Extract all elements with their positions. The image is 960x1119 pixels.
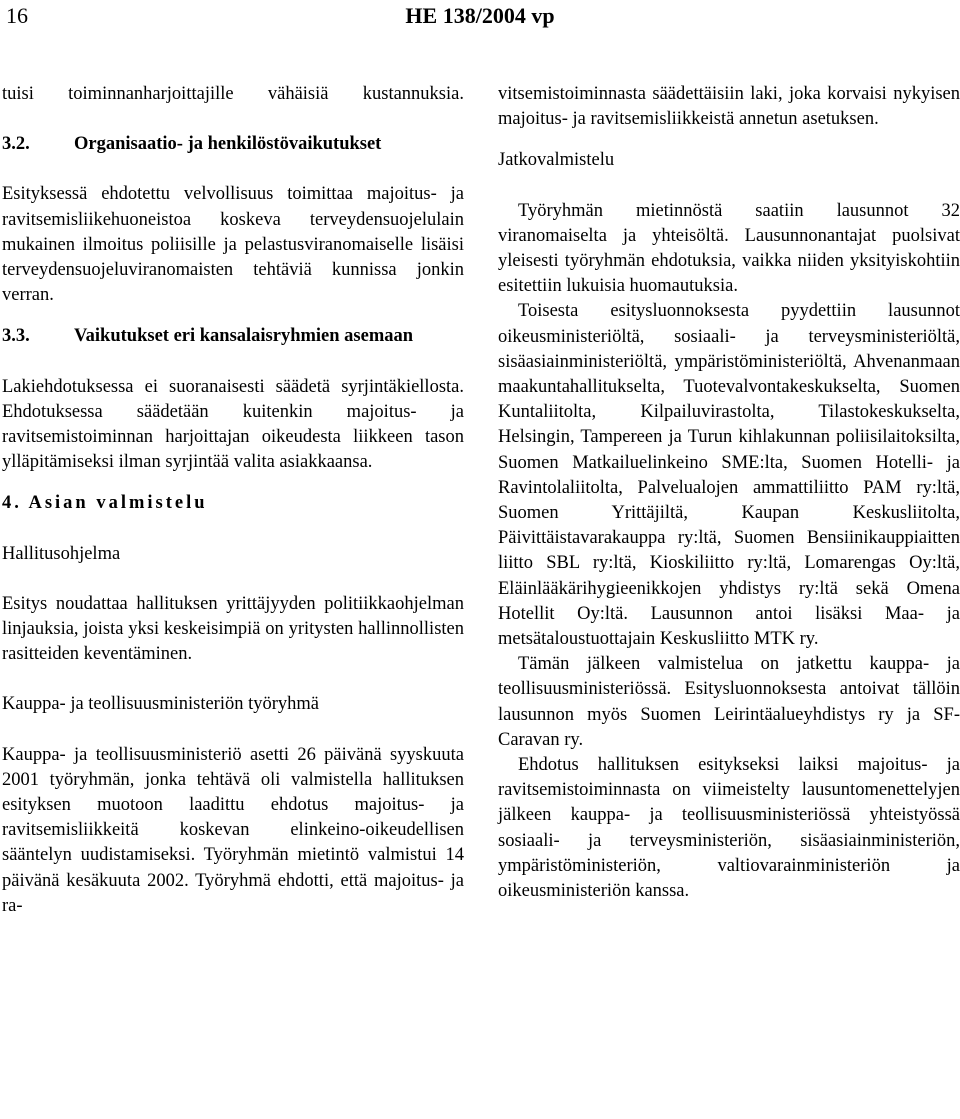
continued-paragraph: tuisi toiminnanharjoittajille vähäisiä kustannuksia.	[2, 84, 464, 104]
section-heading-3-3	[2, 324, 464, 349]
section-title: Vaikutukset eri kansalaisryhmien asemaan	[74, 326, 414, 347]
paragraph-tyoryhma: Kauppa- ja teollisuusministeriö asetti 26 päivänä syyskuuta 2001 työryhmän, jonka tehtävä oli valmistella hallituksen esityksen muotoon laadittu ehdotus majoitus- ja ravitsemisliikkeitä koskevan elinkeino-oikeudellisen sääntelyn uudistamiseksi. Työryhmän mietintö valmistui 14 päivänä kesäkuuta 2002. Työryhmä ehdotti, että majoitus- ja ra-	[2, 744, 464, 916]
paragraph-lausunnot: Työryhmän mietinnöstä saatiin lausunnot 32 viranomaiselta ja yhteisöltä. Lausunnonantajat puolsivat yleisesti työryhmän ehdotuksia, vaikka niiden yksityiskohtiin esitettiin lukuisia huomautuksia.	[498, 200, 960, 297]
page-number: 16	[6, 3, 28, 28]
subheading-hallitusohjelma: Hallitusohjelma	[2, 543, 121, 564]
paragraph-jatkettu: Tämän jälkeen valmistelua on jatkettu kauppa- ja teollisuusministeriössä. Esitysluonnoksesta antoivat tällöin lausunnon myös Suomen Leirintäalueyhdistys ry ja SF-Caravan ry.	[498, 654, 960, 750]
paragraph-organisaatio: Esityksessä ehdotettu velvollisuus toimittaa majoitus- ja ravitsemisliikehuoneistoa koskeva terveydensuojelulain mukainen ilmoitus poliisille ja pelastusviranomaiselle lisäisi terveydensuojeluviranomaisten tehtäviä kunnissa jonkin verran.	[2, 184, 464, 306]
paragraph-toinen-luonnos: Toisesta esitysluonnoksesta pyydettiin lausunnot oikeusministeriöltä, sosiaali- ja terveysministeriöltä, sisäasiainministeriöltä, ympäristöministeriöltä, Ahvenanmaan maakuntahallitukselta, Tuotevalvontakeskukselta, Suomen Kuntaliitolta, Kilpailuvirastolta, Tilastokeskukselta, Helsingin, Tampereen ja Turun kihlakunnan poliisilaitoksilta, Suomen Matkailuelinkeino SME:lta, Suomen Hotelli- ja Ravintolaliitolta, Palvelualojen ammattiliitto PAM ry:ltä, Suomen Yrittäjiltä, Kaupan Keskusliitolta, Päivittäistavarakauppa ry:ltä, Suomen Bensiinikauppiaitten liitto SBL ry:ltä, Kioskiliitto ry:ltä, Lomarengas Oy:ltä, Eläinlääkärihygieenikkojen yhdistys ry:ltä sekä Omena Hotellit Oy:ltä. Lausunnon antoi lisäksi Maa- ja metsätaloustuottajain Keskusliitto MTK ry.	[498, 301, 960, 650]
continued-paragraph: vitsemistoiminnasta säädettäisiin laki, joka korvaisi nykyisen majoitus- ja ravitsemisliikkeistä annetun asetuksen.	[498, 84, 960, 130]
subheading-jatkovalmistelu: Jatkovalmistelu	[498, 150, 615, 171]
subheading-tyoryhma: Kauppa- ja teollisuusministeriön työryhmä	[2, 694, 320, 715]
right-column	[498, 82, 960, 904]
left-column	[2, 82, 464, 919]
section-number: 3.2.	[2, 134, 30, 155]
section-title: Organisaatio- ja henkilöstövaikutukset	[74, 134, 382, 155]
paragraph-viimeistelty: Ehdotus hallituksen esitykseksi laiksi majoitus- ja ravitsemistoiminnasta on viimeistelty lausuntomenettelyjen jälkeen kauppa- ja teollisuusministeriössä yhteistyössä sosiaali- ja terveysministeriön, sisäasiainministeriön, ympäristöministeriön, valtiovarainministeriön ja oikeusministeriön kanssa.	[498, 755, 960, 902]
page-header	[0, 0, 960, 34]
document-identifier: HE 138/2004 vp	[405, 3, 555, 28]
paragraph-kansalaisryhmat: Lakiehdotuksessa ei suoranaisesti säädetä syrjintäkiellosta. Ehdotuksessa säädetään kuitenkin majoitus- ja ravitsemistoiminnan harjoittajan oikeudesta liikkeen tason ylläpitämiseksi ilman syrjintää valita asiakkaansa.	[2, 376, 464, 473]
paragraph-hallitusohjelma: Esitys noudattaa hallituksen yrittäjyyden politiikkaohjelman linjauksia, joista yksi keskeisimpiä on yritysten hallinnollisten rasitteiden keventäminen.	[2, 593, 464, 665]
section-heading-3-2	[2, 132, 464, 157]
chapter-heading-4: 4. Asian valmistelu	[2, 493, 208, 514]
section-number: 3.3.	[2, 326, 30, 347]
